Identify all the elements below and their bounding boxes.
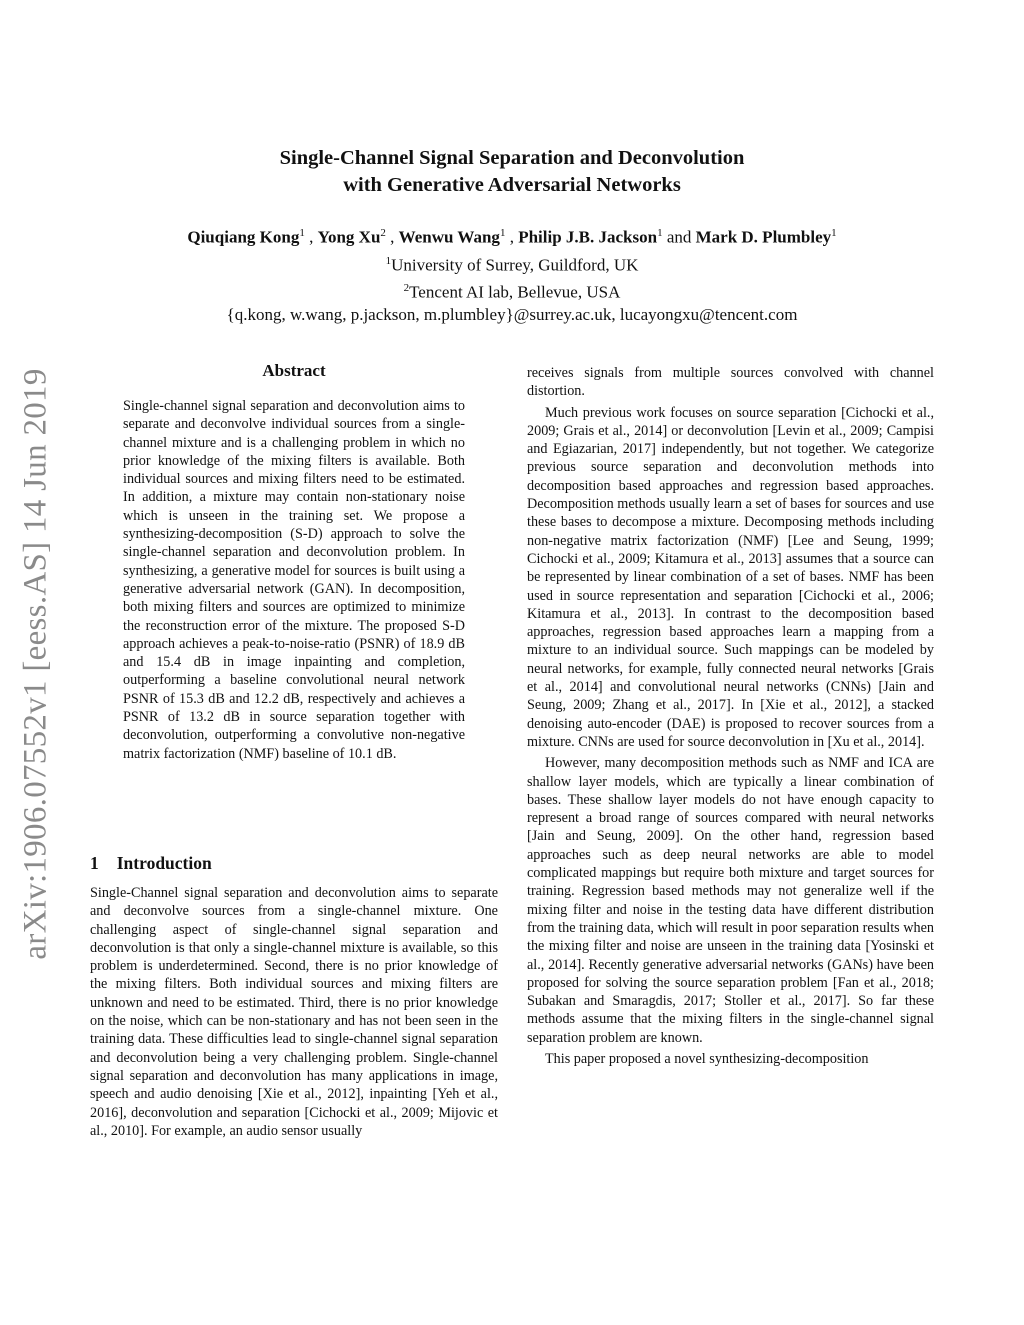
paragraph: This paper proposed a novel synthesizing-decomposition <box>545 1050 869 1067</box>
title-line-2: with Generative Adversarial Networks <box>343 174 681 196</box>
paragraph: However, many decomposition methods such as NMF and ICA are shallow layer models, which are typically a linear combination of bases. These shallow layer models do not have enough capacity to represent a broad range of sources compared with neural networks [Jain and Seung, 2009]. On the other hand, regression based approaches such as deep neural networks are able to model complicated mappings but require both mixture and target sources for training. Regression based methods may not generalize well if the mixing filter and noise in the testing data have different distribution from the training data, which will result in poor separation results when the mixing filter and noise are unseen in the training data [Yosinski et al., 2014]. Recently generative adversarial networks (GANs) have been proposed for solving the source separation problem [Fan et al., 2018; Subakan and Smaragdis, 2017; Stoller et al., 2017]. So far these methods assume that the mixing filters in the single-channel signal separation problem are known. <box>527 755 934 1046</box>
author-emails: {q.kong, w.wang, p.jackson, m.plumbley}@surrey.ac.uk, lucayongxu@tencent.com <box>226 305 798 325</box>
right-column-body <box>527 364 934 1068</box>
title-line-1: Single-Channel Signal Separation and Deconvolution <box>279 147 745 169</box>
abstract-text: Single-channel signal separation and deconvolution aims to separate and deconvolve individual sources from a single-channel mixture and is a challenging problem in which no prior knowledge of the mixing filters is available. Both individual sources and mixing filters need to be estimated. In addition, a mixture may contain non-stationary noise which is unseen in the training set. We propose a synthesizing-decomposition (S-D) approach to solve the single-channel separation and deconvolution problem. In synthesizing, a generative model for sources is built using a generative adversarial network (GAN). In decomposition, both mixing filters and sources are optimized to minimize the reconstruction error of the mixture. The proposed S-D approach achieves a peak-to-noise-ratio (PSNR) of 18.9 dB and 15.4 dB in image inpainting and completion, outperforming a baseline convolutional neural network PSNR of 15.3 dB and 12.2 dB, respectively and achieves a PSNR of 13.2 dB in source separation together with deconvolution, outperforming a convolutive non-negative matrix factorization (NMF) baseline of 10.1 dB. <box>123 398 465 762</box>
author-conjunction: and <box>666 227 692 247</box>
paper-title <box>0 145 1024 199</box>
abstract-heading: Abstract <box>262 361 326 380</box>
paragraph: Much previous work focuses on source separation [Cichocki et al., 2009; Grais et al., 2014] or deconvolution [Levin et al., 2009; Campisi and Egiazarian, 2017] independently, but not together. We categorize previous source separation and deconvolution methods into decomposition based approaches and regression based approaches. Decomposition methods usually learn a set of bases for sources and use these bases to decompose a mixture. Decomposing methods including non-negative matrix factorization (NMF) [Lee and Seung, 1999; Cichocki et al., 2009; Kitamura et al., 2013] assumes that a source can be represented by linear combination of a set of bases. NMF has been used in source representation and separation [Cichocki et al., 2006; Kitamura et al., 2013]. In contrast to the decomposition based approaches, regression based approaches learn a mapping from a mixture to an individual source. Such mappings can be modeled by neural networks, for example, fully connected neural networks [Grais et al., 2014] and convolutional neural networks (CNNs) [Jain and Seung, 2009; Zhang et al., 2017]. In [Xie et al., 2012], a stacked denoising auto-encoder (DAE) is proposed to recover sources from a mixture. CNNs are used for source deconvolution in [Xu et al., 2014]. <box>527 404 934 750</box>
author-affil-mark: 2 <box>380 227 386 239</box>
affiliation-line <box>0 277 1024 304</box>
affiliation-text: Tencent AI lab, Bellevue, USA <box>409 282 621 302</box>
affiliation-mark: 2 <box>403 281 410 294</box>
author-affil-mark: 1 <box>657 227 663 239</box>
author-affil-mark: 1 <box>299 227 305 239</box>
abstract-body <box>123 397 465 763</box>
author-name: Qiuqiang Kong <box>187 227 300 247</box>
section-heading-introduction <box>90 853 212 874</box>
author-list <box>0 221 1024 250</box>
author-affil-mark: 1 <box>499 227 506 239</box>
affiliation-mark: 1 <box>385 255 392 267</box>
author-name: Philip J.B. Jackson <box>518 227 658 247</box>
affiliation-text: University of Surrey, Guildford, UK <box>391 255 639 275</box>
section-number: 1 <box>90 853 99 873</box>
arxiv-sidebar-stamp: arXiv:1906.07552v1 [eess.AS] 14 Jun 2019 <box>17 368 54 960</box>
paragraph: Single-Channel signal separation and deconvolution aims to separate and deconvolve sources from a single-channel mixture. One challenging aspect of single-channel signal separation and deconvolution is that only a single-channel mixture is available, so this problem is underdetermined. Second, there is no prior knowledge of the mixing filters. Both individual sources and mixing filters are unknown and need to be estimated. Third, there is no prior knowledge on the noise, which can be non-stationary and has not been seen in the training data. These difficulties lead to single-channel signal separation and deconvolution being a very challenging problem. Single-channel signal separation and deconvolution has many applications in image, speech and audio denoising [Xie et al., 2012], inpainting [Yeh et al., 2016], deconvolution and separation [Cichocki et al., 2009; Mijovic et al., 2010]. For example, an audio sensor usually <box>90 885 498 1139</box>
introduction-body <box>90 884 498 1140</box>
author-separator: , <box>509 227 514 247</box>
author-name: Wenwu Wang <box>398 227 500 247</box>
author-separator: , <box>309 227 314 247</box>
affiliations <box>0 250 1024 326</box>
section-title: Introduction <box>116 853 212 873</box>
author-name: Yong Xu <box>317 227 381 247</box>
paragraph: receives signals from multiple sources convolved with channel distortion. <box>527 365 934 400</box>
author-separator: , <box>390 227 395 247</box>
author-affil-mark: 1 <box>831 227 837 239</box>
affiliation-line <box>0 250 1024 277</box>
author-name: Mark D. Plumbley <box>695 227 832 247</box>
